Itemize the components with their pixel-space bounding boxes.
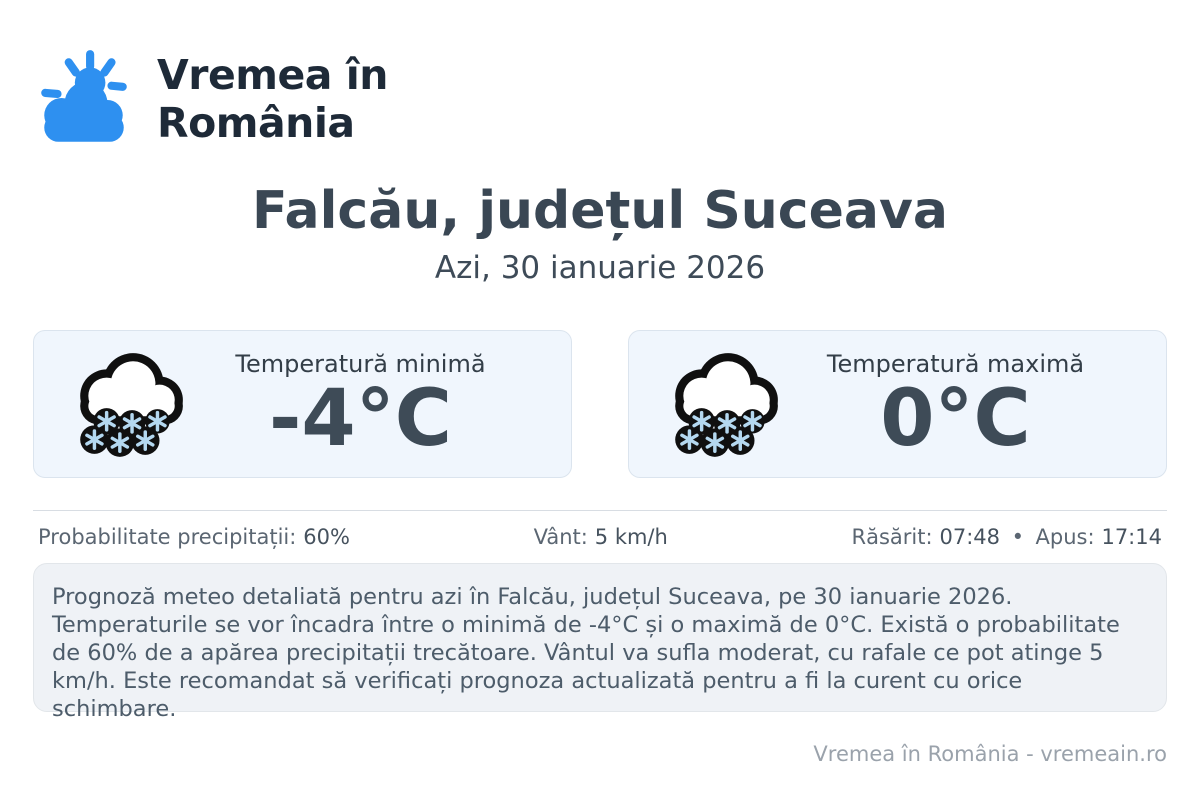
- precipitation-stat: [38, 525, 350, 549]
- min-temperature-value: -4°C: [269, 373, 452, 464]
- sunrise-label: Răsărit:: [851, 524, 933, 549]
- page-title: Falcău, județul Suceava: [252, 181, 948, 241]
- date-subtitle: Azi, 30 ianuarie 2026: [434, 249, 766, 286]
- wind-stat: [534, 525, 668, 549]
- sun-behind-cloud-icon: [33, 46, 135, 152]
- stats-row: [33, 525, 1167, 549]
- forecast-description: Prognoză meteo detaliată pentru azi în Falcău, județul Suceava, pe 30 ianuarie 2026. Temperaturile se vor încadra între o minimă de -4°C și o maximă de 0°C. Există o probabilitate de 60% de a apărea precipitații trecătoare. Vântul va sufla moderat, cu rafale ce pot atinge 5 km/h. Este recomandat să verificați prognoza actualizată pentru a fi la curent cu orice schimbare.: [33, 563, 1167, 712]
- footer-credit: Vremea în România - vremeain.ro: [813, 741, 1167, 766]
- max-temperature-value: 0°C: [880, 373, 1031, 464]
- divider: [33, 510, 1167, 511]
- min-temperature-label: Temperatură minimă: [235, 349, 486, 378]
- max-temperature-text: [785, 349, 1152, 464]
- precipitation-label: Probabilitate precipitații:: [38, 524, 297, 549]
- wind-label: Vânt:: [533, 524, 588, 549]
- sunrise-value: 07:48: [939, 524, 1001, 549]
- precipitation-value: 60%: [303, 524, 350, 549]
- max-temperature-card: [628, 330, 1167, 478]
- brand-name: Vremea în România: [157, 50, 388, 147]
- sun-times-stat: [852, 525, 1162, 549]
- site-header: [33, 0, 1167, 152]
- temperature-cards: [33, 330, 1167, 478]
- sunset-label: Apus:: [1035, 524, 1095, 549]
- max-temperature-label: Temperatură maximă: [826, 349, 1085, 378]
- min-temperature-card: [33, 330, 572, 478]
- snow-cloud-icon: [663, 347, 785, 461]
- min-temperature-text: [190, 349, 557, 464]
- bullet-separator: •: [1011, 524, 1024, 549]
- wind-value: 5 km/h: [594, 524, 668, 549]
- snow-cloud-icon: [68, 347, 190, 461]
- sunset-value: 17:14: [1101, 524, 1162, 549]
